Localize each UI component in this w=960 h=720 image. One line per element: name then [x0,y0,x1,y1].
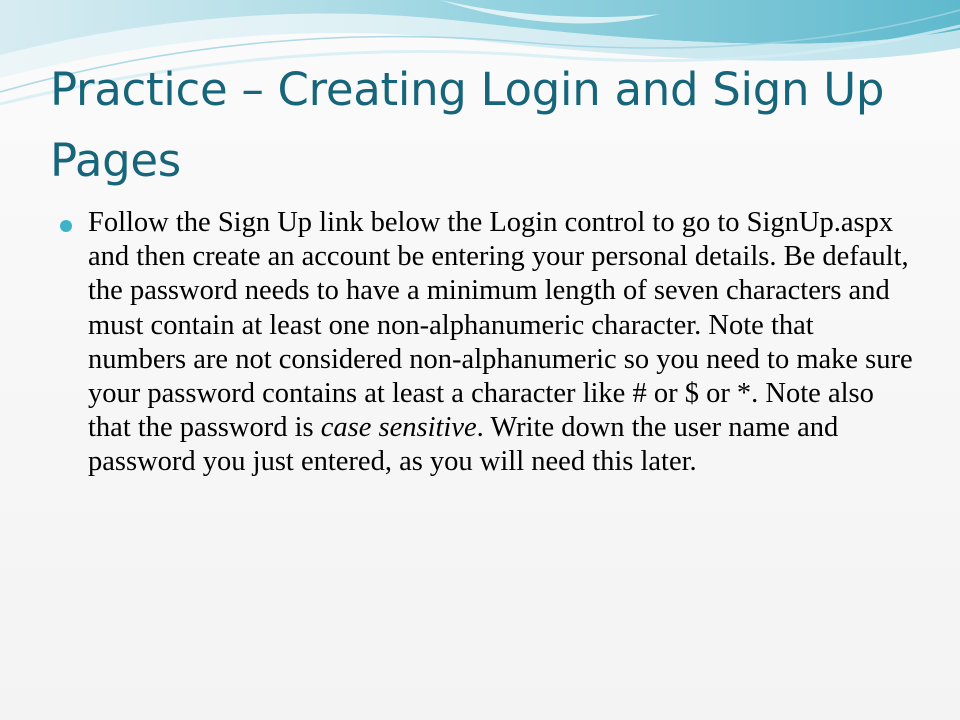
bullet-text-emphasis: case sensitive [320,412,477,444]
bullet-text [88,206,915,480]
bullet-text-before: Follow the Sign Up link below the Login control to go to SignUp.aspx and then create an account be entering your personal details. Be default, the password needs to have a minimum length of seven characters and must contain at least one non-alphanumeric character. Note that numbers are not considered non-alphanumeric so you need to make sure your password contains at least a character like # or $ or *. Note also that the password is [88,207,913,444]
bullet-list [60,206,915,480]
bullet-text-after: . Write down the user name and password you just entered, as you will need this later. [88,412,839,478]
slide-title: Practice – Creating Login and Sign Up Pages [50,63,885,187]
bullet-icon [60,220,72,232]
